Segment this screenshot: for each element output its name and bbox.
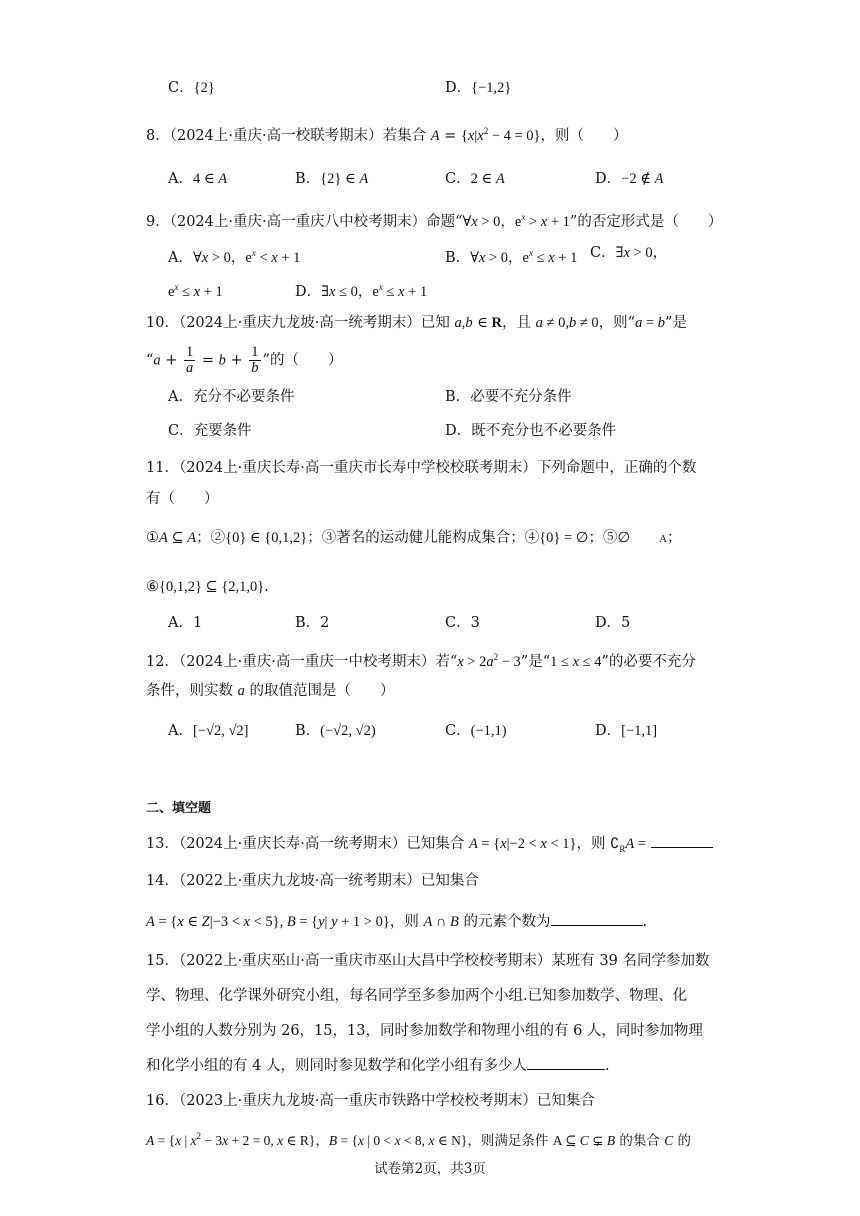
q13-answer-blank[interactable] bbox=[651, 833, 713, 848]
q11-stem-2: 有（ ） bbox=[146, 491, 219, 507]
q14-line2: A = {x ∈ Z|−3 < x < 5}, B = {y| y + 1 > 0}，则 A ∩ B 的元素个数为 . bbox=[146, 911, 647, 933]
q12-option-b: B．(−√2, √2) bbox=[295, 723, 376, 739]
q13-stem: 13．（2024上·重庆长寿·高一统考期末）已知集合 A = {x|−2 < x < 1}，则 $∁_RA$ = bbox=[146, 833, 713, 860]
q15-line4: 和化学小组的有 4 人，则同时参见数学和化学小组有多少人 . bbox=[146, 1055, 610, 1077]
q11-items-2: ⑥{0,1,2} ⊆ {2,1,0}. bbox=[146, 579, 269, 595]
q15-line1: 15．（2022上·重庆巫山·高一重庆市巫山大昌中学校校考期末）某班有 39 名同学参加数 bbox=[146, 953, 710, 969]
q8-option-a: A．4 ∈ A bbox=[168, 171, 228, 187]
q12-option-a: A．[−√2, √2] bbox=[168, 723, 249, 739]
q11-items-1: ①A ⊆ A；②{0} ∈ {0,1,2}；③著名的运动健儿能构成集合；④{0} = ∅；⑤∅ A； bbox=[146, 530, 682, 546]
q7-option-d: D．{−1,2} bbox=[445, 80, 512, 96]
q10-option-b: B．必要不充分条件 bbox=[445, 389, 572, 405]
q11-stem: 11．（2024上·重庆长寿·高一重庆市长寿中学校校联考期末）下列命题中，正确的个数 bbox=[146, 460, 697, 476]
q12-option-d: D．[−1,1] bbox=[595, 723, 658, 739]
q15-line3: 学小组的人数分别为 26，15，13，同时参加数学和物理小组的有 6 人，同时参加物理 bbox=[146, 1023, 703, 1039]
q9-option-a: A．∀x > 0，$e^x < x + 1$ bbox=[168, 248, 301, 266]
q11-option-b: B．2 bbox=[295, 615, 330, 631]
q12-stem: 12．（2024上·重庆·高一重庆一中校考期末）若“$x > 2a^2 - 3$”是“1 ≤ x ≤ 4”的必要不充分 bbox=[146, 652, 696, 670]
q12-stem-2: 条件，则实数 a 的取值范围是（ ） bbox=[146, 683, 395, 699]
q16-line2: A = {x | $x^2 - 3x + 2 = 0$, x ∈ R}，B = {x | 0 < x < 8, x ∈ N}，则满足条件 A ⊆ C ⊊ B 的集合 C 的 bbox=[146, 1131, 692, 1149]
q14-stem: 14．（2022上·重庆九龙坡·高一统考期末）已知集合 bbox=[146, 873, 479, 889]
q12-option-c: C．(−1,1) bbox=[445, 723, 507, 739]
q14-answer-blank[interactable] bbox=[551, 911, 643, 926]
q9-option-c-head: C．∃x > 0， bbox=[590, 245, 668, 261]
q11-option-c: C．3 bbox=[445, 615, 480, 631]
section-title: 二、填空题 bbox=[146, 801, 212, 816]
q8-option-c: C．2 ∈ A bbox=[445, 171, 505, 187]
q11-option-a: A．1 bbox=[168, 615, 203, 631]
q9-option-d: D．∃x ≤ 0，$e^x \le x + 1$ bbox=[295, 282, 428, 300]
q10-option-d: D．既不充分也不必要条件 bbox=[445, 423, 617, 439]
q7-option-c: C．{2} bbox=[168, 80, 215, 96]
q10-option-c: C．充要条件 bbox=[168, 423, 252, 439]
q16-line1: 16．（2023上·重庆九龙坡·高一重庆市铁路中学校校考期末）已知集合 bbox=[146, 1093, 595, 1109]
q8-option-b: B．{2} ∈ A bbox=[295, 171, 369, 187]
page-footer: 试卷第2页，共3页 bbox=[374, 1161, 486, 1177]
q10-stem-2: “a + $\frac{1}{a}$ = b + $\frac{1}{b}$ ”的（ ） bbox=[146, 344, 343, 376]
q9-option-c-tail: $e^x \le x + 1$ bbox=[168, 282, 223, 300]
q10-stem: 10．（2024上·重庆九龙坡·高一统考期末）已知 a,b ∈ R，且 a ≠ 0,b ≠ 0，则“a = b”是 bbox=[146, 315, 687, 331]
q9-option-b: B．∀x > 0，$e^x \le x + 1$ bbox=[445, 248, 578, 266]
q8-stem: 8．（2024上·重庆·高一校联考期末）若集合 $A = \{x|x^2 - 4 = 0\}$，则（ ） bbox=[146, 126, 628, 144]
q8-option-d: D．−2 ∉ A bbox=[595, 171, 664, 187]
q11-option-d: D．5 bbox=[595, 615, 631, 631]
q15-line2: 学、物理、化学课外研究小组，每名同学至多参加两个小组.已知参加数学、物理、化 bbox=[146, 988, 688, 1004]
q9-stem: 9．（2024上·重庆·高一重庆八中校考期末）命题“∀x > 0，$e^x > x + 1$”的否定形式是（ ） bbox=[146, 212, 723, 230]
q10-option-a: A．充分不必要条件 bbox=[168, 389, 295, 405]
q15-answer-blank[interactable] bbox=[527, 1055, 605, 1070]
